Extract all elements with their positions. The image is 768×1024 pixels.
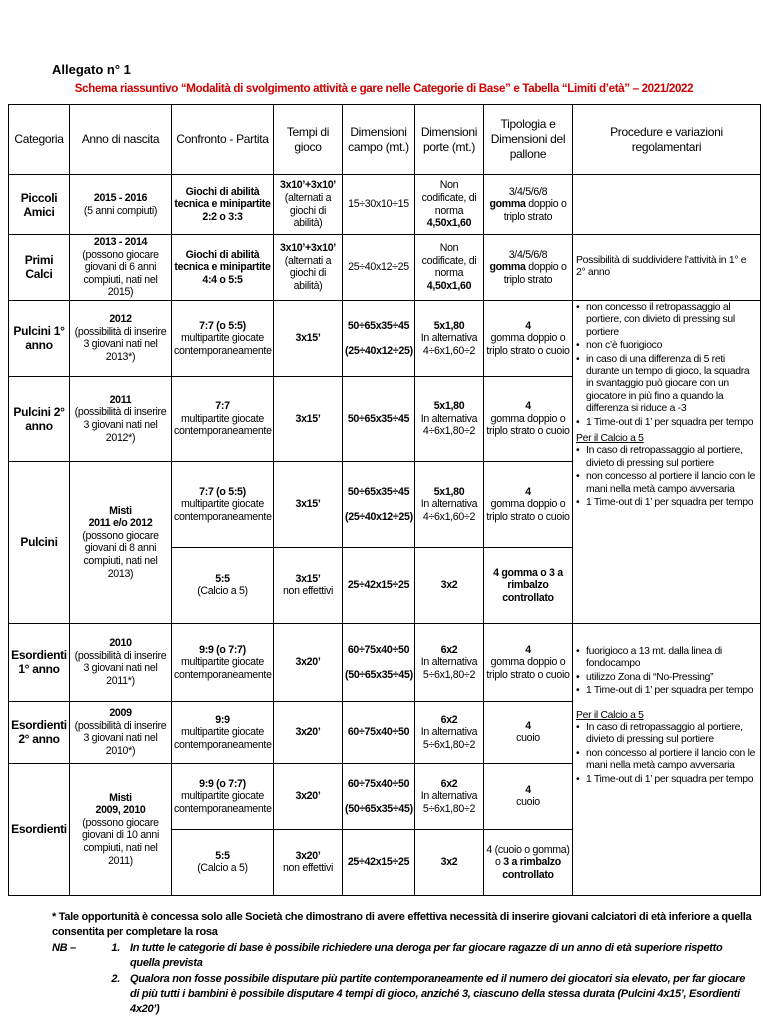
ball-cell xyxy=(484,175,573,235)
goal-cell: 3x2 xyxy=(415,547,484,623)
ball-size: 4 xyxy=(525,719,531,732)
time-cell: 3x15’ xyxy=(274,376,343,461)
match-note: multipartite giocate contemporaneamente xyxy=(174,790,272,815)
birth-year: 2011 xyxy=(109,393,132,406)
ball-note: doppio o triplo strato xyxy=(503,198,567,223)
match-value: 7:7 (o 5:5) xyxy=(199,485,246,498)
pulcini-rules-list xyxy=(576,302,758,429)
goal-note: In alternativa 4÷6x1,80÷2 xyxy=(420,412,478,438)
goal-size: 6x2 xyxy=(440,777,458,790)
procedures-cell: Possibilità di suddividere l’attività in 1° e 2° anno xyxy=(573,235,761,301)
birth-year: 2009 xyxy=(109,707,132,720)
ball-cell xyxy=(484,300,573,376)
match-note: multipartite giocate contemporaneamente xyxy=(174,656,272,681)
goal-size: 5x1,80 xyxy=(433,400,465,413)
match-cell: Giochi di abilità tecnica e minipartite 2:2 o 3:3 xyxy=(172,175,274,235)
birth-year: 2013 - 2014 xyxy=(93,236,148,248)
field-cell: 25÷40x12÷25 xyxy=(343,235,415,301)
field-cell: 60÷75x40÷50 xyxy=(343,701,415,763)
match-cell xyxy=(172,300,274,376)
goal-cell xyxy=(415,461,484,547)
nb-label-spacer xyxy=(52,972,100,1018)
col-header: Dimensioni campo (mt.) xyxy=(343,105,415,175)
goal-cell xyxy=(415,701,484,763)
ball-type: gomma xyxy=(489,198,526,211)
goal-note: Non codificate, di norma xyxy=(421,179,477,217)
rule-item: • non concesso al portiere il lancio con le mani nella metà campo avversaria xyxy=(586,471,758,496)
goal-note: Non codificate, di norma xyxy=(421,242,477,280)
rule-item: • In caso di retropassaggio al portiere, divieto di pressing sul portiere xyxy=(586,445,758,470)
category-cell: Primi Calci xyxy=(9,235,70,301)
ball-note: gomma doppio o triplo strato o cuoio xyxy=(486,412,570,438)
birth-note: (5 anni compiuti) xyxy=(83,204,158,217)
col-header: Categoria xyxy=(9,105,70,175)
goal-cell xyxy=(415,300,484,376)
nb-number: 2. xyxy=(111,972,120,985)
field-cell: 15÷30x10÷15 xyxy=(343,175,415,235)
esordienti-calcio5-list xyxy=(576,722,758,786)
nb-number: 1. xyxy=(111,941,120,954)
rule-item: • non c’è fuorigioco xyxy=(586,340,758,352)
goal-cell xyxy=(415,623,484,701)
rule-item: • 1 Time-out di 1’ per squadra per tempo xyxy=(586,685,758,697)
col-header: Procedure e variazioni regolamentari xyxy=(573,105,761,175)
rule-item: • in caso di una differenza di 5 reti durante un tempo di gioco, la squadra in svantaggio può giocare con un giocatore in più fino a quando la differenza si riduce a -3 xyxy=(586,354,758,416)
birth-year: Misti xyxy=(109,504,132,517)
category-cell: Pulcini 1° anno xyxy=(9,300,70,376)
birth-year-cell xyxy=(70,461,172,623)
ball-option-or: o xyxy=(495,856,501,869)
field-cell xyxy=(343,300,415,376)
header-row xyxy=(9,105,761,175)
ball-size: 3/4/5/6/8 xyxy=(508,185,548,198)
birth-note: (possibilità di inserire 3 giovani nati nel 2013*) xyxy=(74,325,167,364)
birth-note: (possono giocare giovani di 6 anni compiuti, nati nel 2015) xyxy=(82,248,159,299)
field-cell xyxy=(343,623,415,701)
time-value: 3x20’ xyxy=(295,849,321,862)
field-alt: (50÷65x35÷45) xyxy=(345,802,413,815)
birth-year-b: 2009, 2010 xyxy=(95,804,146,817)
match-value: 7:7 xyxy=(215,400,230,413)
calcio5-heading: Per il Calcio a 5 xyxy=(576,709,644,721)
birth-note: (possono giocare giovani di 8 anni compiuti, nati nel 2013) xyxy=(82,529,159,580)
match-value: 5:5 xyxy=(215,849,230,862)
match-cell xyxy=(172,829,274,895)
birth-year-cell xyxy=(70,235,172,301)
match-cell xyxy=(172,763,274,829)
procedures-cell xyxy=(573,175,761,235)
birth-year-b: 2011 e/o 2012 xyxy=(88,517,153,530)
ball-cell xyxy=(484,376,573,461)
ball-cell xyxy=(484,829,573,895)
ball-size: 4 xyxy=(525,400,531,413)
ball-note: gomma doppio o triplo strato o cuoio xyxy=(486,332,570,357)
ball-cell xyxy=(484,235,573,301)
match-cell xyxy=(172,701,274,763)
ball-cell xyxy=(484,701,573,763)
rule-item: • utilizzo Zona di “No-Pressing” xyxy=(586,672,758,684)
time-note: non effettivi xyxy=(282,585,334,598)
notes-section xyxy=(52,910,752,1018)
ball-note: doppio o triplo strato xyxy=(503,261,567,286)
time-value: 3x10’+3x10’ xyxy=(280,179,336,192)
match-cell xyxy=(172,547,274,623)
match-value: 9:9 (o 7:7) xyxy=(199,643,246,656)
time-cell: 3x20’ xyxy=(274,763,343,829)
time-note: (alternati a giochi di abilità) xyxy=(284,254,332,293)
time-cell: 3x20’ xyxy=(274,623,343,701)
document-title: Schema riassuntivo “Modalità di svolgimento attività e gare nelle Categorie di Base” e Tabella “Limiti d’età” – 2021/2022 xyxy=(74,82,694,95)
goal-note: In alternativa 5÷6x1,80÷2 xyxy=(420,790,478,815)
procedures-cell xyxy=(573,623,761,895)
goal-cell: 3x2 xyxy=(415,829,484,895)
birth-note: (possibilità di inserire 3 giovani nati nel 2010*) xyxy=(74,719,167,758)
match-note: (Calcio a 5) xyxy=(197,862,248,875)
field-cell: 25÷42x15÷25 xyxy=(343,547,415,623)
time-cell xyxy=(274,829,343,895)
col-header: Anno di nascita xyxy=(70,105,172,175)
match-cell xyxy=(172,376,274,461)
time-cell: 3x20’ xyxy=(274,701,343,763)
time-note: non effettivi xyxy=(282,862,334,875)
esordienti-rules-list xyxy=(576,646,758,698)
birth-year: Misti xyxy=(109,791,132,804)
table-row xyxy=(9,623,761,701)
field-cell: 25÷42x15÷25 xyxy=(343,829,415,895)
birth-year: 2015 - 2016 xyxy=(93,191,148,204)
allegato-label: Allegato n° 1 xyxy=(52,62,131,77)
goal-cell xyxy=(415,235,484,301)
birth-year-cell xyxy=(70,701,172,763)
ball-note: gomma doppio o triplo strato o cuoio xyxy=(486,656,570,681)
time-value: 3x15’ xyxy=(295,572,321,585)
goal-cell xyxy=(415,763,484,829)
birth-year-cell xyxy=(70,623,172,701)
field-size: 50÷65x35÷45 xyxy=(347,485,410,498)
ball-type: gomma xyxy=(489,261,526,274)
ball-size: 4 xyxy=(525,783,531,796)
birth-year: 2010 xyxy=(109,637,132,650)
nb-item-1 xyxy=(52,941,752,972)
schema-table xyxy=(8,104,761,896)
pulcini-calcio5-list xyxy=(576,445,758,509)
time-cell: 3x15’ xyxy=(274,300,343,376)
nb-label: NB – xyxy=(52,941,76,954)
ball-cell: 4 gomma o 3 a rimbalzo controllato xyxy=(484,547,573,623)
time-value: 3x10’+3x10’ xyxy=(280,242,336,255)
match-note: multipartite giocate contemporaneamente xyxy=(174,332,272,357)
goal-note: In alternativa 5÷6x1,80÷2 xyxy=(420,726,478,751)
table-row xyxy=(9,235,761,301)
field-alt: (50÷65x35÷45) xyxy=(345,668,413,681)
rule-item: • 1 Time-out di 1’ per squadra per tempo xyxy=(586,774,758,786)
field-alt: (25÷40x12÷25) xyxy=(345,510,413,523)
birth-note: (possibilità di inserire 3 giovani nati nel 2011*) xyxy=(74,649,167,688)
birth-year-cell xyxy=(70,763,172,895)
col-header: Confronto - Partita xyxy=(172,105,274,175)
ball-size: 3/4/5/6/8 xyxy=(508,248,548,261)
field-alt: (25÷40x12÷25) xyxy=(345,344,413,357)
rule-item: • 1 Time-out di 1’ per squadra per tempo xyxy=(586,497,758,509)
time-cell xyxy=(274,175,343,235)
col-header: Tipologia e Dimensioni del pallone xyxy=(484,105,573,175)
rule-item: • non concesso il retropassaggio al portiere, con divieto di pressing sul portiere xyxy=(586,302,758,339)
category-cell: Esordienti 2° anno xyxy=(9,701,70,763)
goal-size: 4,50x1,60 xyxy=(426,280,472,293)
ball-size: 4 xyxy=(525,485,531,498)
goal-note: In alternativa 4÷6x1,60÷2 xyxy=(420,498,478,523)
birth-year-cell xyxy=(70,175,172,235)
goal-note: In alternativa 5÷6x1,80÷2 xyxy=(420,656,478,681)
goal-note: In alternativa 4÷6x1,60÷2 xyxy=(420,332,478,357)
goal-size: 4,50x1,60 xyxy=(426,217,472,230)
procedures-cell xyxy=(573,300,761,623)
ball-note: cuoio xyxy=(516,732,540,745)
match-note: (Calcio a 5) xyxy=(197,585,248,598)
ball-note: gomma doppio o triplo strato o cuoio xyxy=(486,498,570,523)
match-value: 5:5 xyxy=(215,572,230,585)
footnote: * Tale opportunità è concessa solo alle Società che dimostrano di avere effettiva necessità di inserire giovani calciatori di età inferiore a quella consentita per completare la rosa xyxy=(52,911,752,939)
field-cell: 50÷65x35÷45 xyxy=(343,376,415,461)
category-cell: Pulcini xyxy=(9,461,70,623)
time-note: (alternati a giochi di abilità) xyxy=(284,191,332,230)
time-cell: 3x15’ xyxy=(274,461,343,547)
ball-note: cuoio xyxy=(516,796,540,809)
field-cell xyxy=(343,461,415,547)
goal-size: 6x2 xyxy=(440,643,458,656)
field-size: 60÷75x40÷50 xyxy=(347,777,410,790)
goal-size: 5x1,80 xyxy=(433,319,465,332)
birth-year: 2012 xyxy=(109,313,132,326)
time-cell xyxy=(274,235,343,301)
match-note: multipartite giocate contemporaneamente xyxy=(174,498,272,523)
rule-item: • 1 Time-out di 1’ per squadra per tempo xyxy=(586,417,758,429)
goal-cell xyxy=(415,175,484,235)
match-cell xyxy=(172,461,274,547)
nb-item-2 xyxy=(52,972,752,1018)
col-header: Dimensioni porte (mt.) xyxy=(415,105,484,175)
ball-size: 4 xyxy=(525,319,531,332)
match-value: 9:9 (o 7:7) xyxy=(199,777,246,790)
table-row xyxy=(9,175,761,235)
col-header: Tempi di gioco xyxy=(274,105,343,175)
category-cell: Pulcini 2° anno xyxy=(9,376,70,461)
field-cell xyxy=(343,763,415,829)
rule-item: • In caso di retropassaggio al portiere, divieto di pressing sul portiere xyxy=(586,722,758,747)
field-size: 60÷75x40÷50 xyxy=(347,643,410,656)
birth-note: (possono giocare giovani di 10 anni compiuti, nati nel 2011) xyxy=(81,816,160,867)
match-cell xyxy=(172,623,274,701)
ball-cell xyxy=(484,461,573,547)
category-cell: Esordienti xyxy=(9,763,70,895)
field-size: 50÷65x35÷45 xyxy=(347,319,410,332)
rule-item: • non concesso al portiere il lancio con le mani nella metà campo avversaria xyxy=(586,748,758,773)
match-value: 7:7 (o 5:5) xyxy=(199,319,246,332)
ball-option-b: 3 a rimbalzo controllato xyxy=(502,856,561,881)
ball-cell xyxy=(484,763,573,829)
birth-year-cell xyxy=(70,376,172,461)
goal-size: 5x1,80 xyxy=(433,485,465,498)
ball-cell xyxy=(484,623,573,701)
time-cell xyxy=(274,547,343,623)
birth-note: (possibilità di inserire 3 giovani nati nel 2012*) xyxy=(74,406,167,444)
goal-size: 6x2 xyxy=(440,713,458,726)
match-note: multipartite giocate contemporaneamente xyxy=(174,412,272,438)
calcio5-heading: Per il Calcio a 5 xyxy=(576,433,644,445)
ball-option-a: 4 (cuoio o gomma) xyxy=(486,843,570,856)
goal-cell xyxy=(415,376,484,461)
category-cell: Piccoli Amici xyxy=(9,175,70,235)
match-note: multipartite giocate contemporaneamente xyxy=(174,726,272,751)
category-cell: Esordienti 1° anno xyxy=(9,623,70,701)
rule-item: • fuorigioco a 13 mt. dalla linea di fondocampo xyxy=(586,646,758,671)
match-value: 9:9 xyxy=(215,713,230,726)
ball-size: 4 xyxy=(525,643,531,656)
nb-text: Qualora non fosse possibile disputare più partite contemporaneamente ed il numero dei giocatori sia elevato, per far giocare di più tutti i bambini è possibile disputare 4 tempi di gioco, anziché 3, ciascuno della stessa durata (Pulcini 4x15’, Esordienti 4x20’) xyxy=(130,972,746,1016)
nb-text: In tutte le categorie di base è possibile richiedere una deroga per far giocare ragazze di un anno di età superiore rispetto quella prevista xyxy=(130,941,723,970)
match-cell: Giochi di abilità tecnica e minipartite 4:4 o 5:5 xyxy=(172,235,274,301)
table-row xyxy=(9,300,761,376)
birth-year-cell xyxy=(70,300,172,376)
